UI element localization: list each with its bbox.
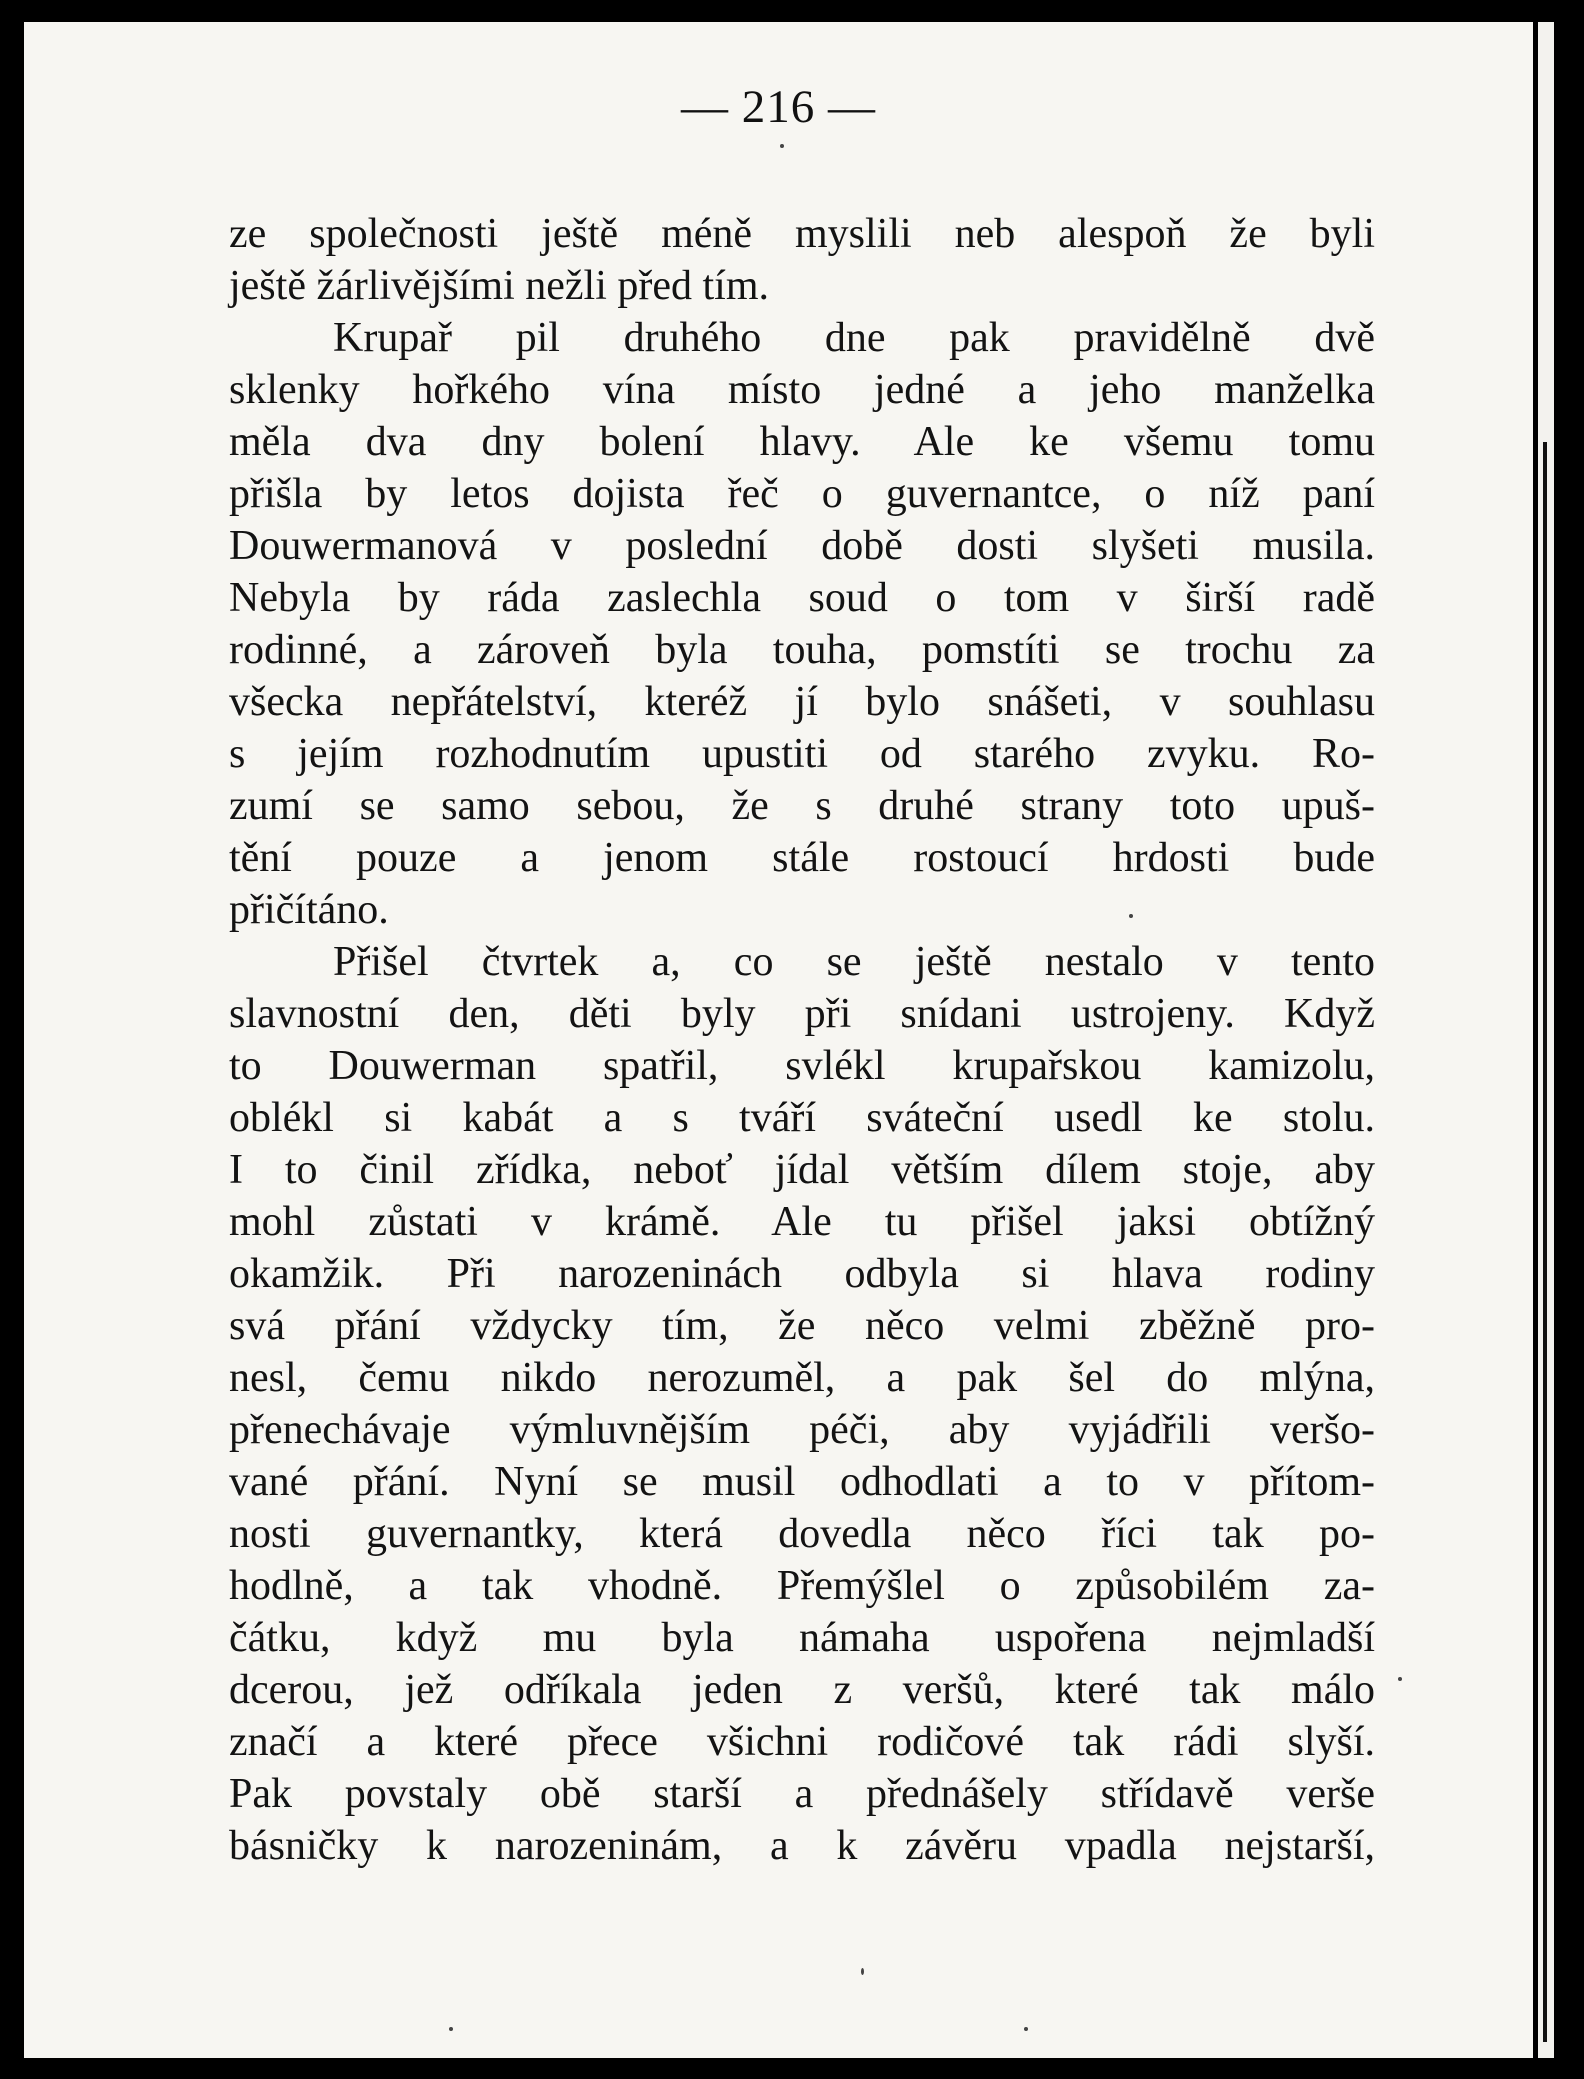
text-line: nosti guvernantky, která dovedla něco říci tak po- (229, 1511, 1375, 1557)
print-speck (1024, 2027, 1028, 2031)
text-line: značí a které přece všichni rodičové tak rádi slyší. (229, 1719, 1375, 1765)
text-line: vané přání. Nyní se musil odhodlati a to v přítom- (229, 1459, 1375, 1505)
text-line: přišla by letos dojista řeč o guvernantce, o níž paní (229, 471, 1375, 517)
text-line: tění pouze a jenom stále rostoucí hrdosti bude (229, 835, 1375, 881)
text-line: svá přání vždycky tím, že něco velmi zběžně pro- (229, 1303, 1375, 1349)
text-line: čátku, když mu byla námaha uspořena nejmladší (229, 1615, 1375, 1661)
print-speck (861, 1968, 864, 1975)
text-line: rodinné, a zároveň byla touha, pomstíti se trochu za (229, 627, 1375, 673)
text-line: slavnostní den, děti byly při snídani ustrojeny. Když (229, 991, 1375, 1037)
book-page (24, 22, 1533, 2058)
text-line: Douwermanová v poslední době dosti slyšeti musila. (229, 523, 1375, 569)
text-line: I to činil zřídka, neboť jídal větším dílem stoje, aby (229, 1147, 1375, 1193)
text-line: mohl zůstati v krámě. Ale tu přišel jaksi obtížný (229, 1199, 1375, 1245)
text-line: hodlně, a tak vhodně. Přemýšlel o způsobilém za- (229, 1563, 1375, 1609)
text-line: Pak povstaly obě starší a přednášely střídavě verše (229, 1771, 1375, 1817)
text-line: oblékl si kabát a s tváří sváteční usedl ke stolu. (229, 1095, 1375, 1141)
text-line: básničky k narozeninám, a k závěru vpadla nejstarší, (229, 1823, 1375, 1869)
print-speck (1398, 1677, 1402, 1681)
text-line: to Douwerman spatřil, svlékl krupařskou kamizolu, (229, 1043, 1375, 1089)
text-line: všecka nepřátelství, kteréž jí bylo snášeti, v souhlasu (229, 679, 1375, 725)
text-line: dcerou, jež odříkala jeden z veršů, které tak málo (229, 1667, 1375, 1713)
text-line: měla dva dny bolení hlavy. Ale ke všemu tomu (229, 419, 1375, 465)
scan-edge (1538, 22, 1554, 2058)
print-speck (1129, 914, 1133, 918)
text-line: přenechávaje výmluvnějším péči, aby vyjádřili veršo- (229, 1407, 1375, 1453)
text-line: s jejím rozhodnutím upustiti od starého zvyku. Ro- (229, 731, 1375, 777)
text-line: okamžik. Při narozeninách odbyla si hlava rodiny (229, 1251, 1375, 1297)
text-line: ze společnosti ještě méně myslili neb alespoň že byli (229, 211, 1375, 257)
text-line: zumí se samo sebou, že s druhé strany toto upuš- (229, 783, 1375, 829)
text-line: sklenky hořkého vína místo jedné a jeho manželka (229, 367, 1375, 413)
print-speck (449, 2027, 453, 2031)
text-line: Nebyla by ráda zaslechla soud o tom v širší radě (229, 575, 1375, 621)
text-line: přičítáno. (229, 887, 389, 933)
page-number: — 216 — (681, 81, 876, 133)
print-speck (780, 144, 784, 148)
text-line: Přišel čtvrtek a, co se ještě nestalo v tento (333, 939, 1375, 985)
text-line: nesl, čemu nikdo nerozuměl, a pak šel do mlýna, (229, 1355, 1375, 1401)
text-line: ještě žárlivějšími nežli před tím. (229, 263, 769, 309)
body-text (229, 208, 1375, 1872)
text-line: Krupař pil druhého dne pak pravidělně dvě (333, 315, 1375, 361)
